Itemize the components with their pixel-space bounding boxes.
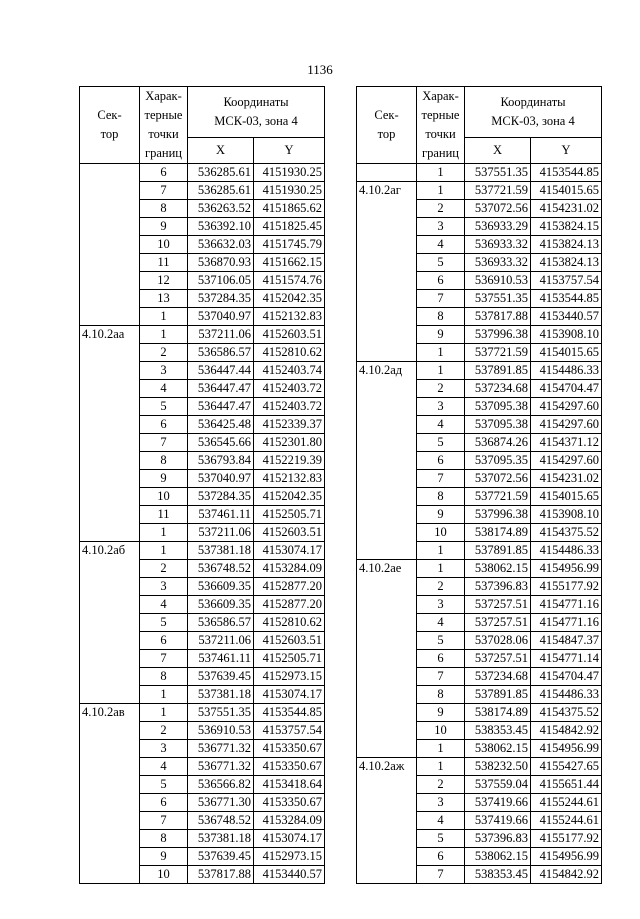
coordinate-y-cell: 4153284.09 [254,560,325,578]
coordinate-x-cell: 536910.53 [188,722,254,740]
point-number-cell: 7 [417,866,465,884]
point-number-cell: 4 [140,758,188,776]
sector-cell: 4.10.2ае [357,560,417,758]
point-number-cell: 8 [140,668,188,686]
point-number-cell: 4 [417,812,465,830]
coordinate-x-cell: 537095.38 [465,416,531,434]
point-number-cell: 10 [417,722,465,740]
coordinate-x-cell: 537234.68 [465,668,531,686]
header-y: Y [531,137,602,163]
coordinate-y-cell: 4154015.65 [531,344,602,362]
coordinate-x-cell: 537721.59 [465,488,531,506]
coordinate-y-cell: 4153908.10 [531,506,602,524]
coordinate-x-cell: 536910.53 [465,272,531,290]
sector-cell: 4.10.2ад [357,362,417,560]
point-number-cell: 2 [417,578,465,596]
coordinate-x-cell: 538353.45 [465,866,531,884]
coordinate-x-cell: 536566.82 [188,776,254,794]
point-number-cell: 7 [417,668,465,686]
table-row [357,164,602,182]
coordinate-y-cell: 4154771.14 [531,650,602,668]
sector-cell [80,164,140,326]
coordinate-x-cell: 537996.38 [465,506,531,524]
coordinate-y-cell: 4152403.74 [254,362,325,380]
coordinate-y-cell: 4152603.51 [254,524,325,542]
coordinate-y-cell: 4152301.80 [254,434,325,452]
coordinate-y-cell: 4152403.72 [254,380,325,398]
coordinate-x-cell: 536545.66 [188,434,254,452]
point-number-cell: 2 [140,344,188,362]
sector-cell: 4.10.2аг [357,182,417,362]
point-number-cell: 8 [417,488,465,506]
table-row [80,326,325,344]
point-number-cell: 1 [140,686,188,704]
coordinate-x-cell: 537072.56 [465,470,531,488]
point-number-cell: 3 [417,218,465,236]
coordinate-y-cell: 4151930.25 [254,182,325,200]
coordinate-y-cell: 4152219.39 [254,452,325,470]
coordinate-y-cell: 4152339.37 [254,416,325,434]
point-number-cell: 9 [417,326,465,344]
coordinate-x-cell: 537040.97 [188,470,254,488]
coordinate-x-cell: 537891.85 [465,362,531,380]
point-number-cell: 6 [140,632,188,650]
coordinate-y-cell: 4153074.17 [254,686,325,704]
coordinate-y-cell: 4155427.65 [531,758,602,776]
point-number-cell: 2 [140,722,188,740]
point-number-cell: 7 [140,650,188,668]
coordinate-y-cell: 4153544.85 [531,164,602,182]
coordinate-y-cell: 4154486.33 [531,362,602,380]
coordinate-y-cell: 4153418.64 [254,776,325,794]
point-number-cell: 11 [140,254,188,272]
coordinate-x-cell: 537072.56 [465,200,531,218]
coordinate-y-cell: 4151745.79 [254,236,325,254]
sector-cell: 4.10.2аа [80,326,140,542]
point-number-cell: 2 [417,776,465,794]
coordinate-x-cell: 537257.51 [465,596,531,614]
point-number-cell: 6 [140,164,188,182]
point-number-cell: 10 [417,524,465,542]
coordinate-y-cell: 4154297.60 [531,416,602,434]
coordinate-x-cell: 536632.03 [188,236,254,254]
point-number-cell: 1 [140,308,188,326]
table-row [357,362,602,380]
coordinate-y-cell: 4153908.10 [531,326,602,344]
coordinate-y-cell: 4154297.60 [531,452,602,470]
coordinate-x-cell: 537028.06 [465,632,531,650]
point-number-cell: 10 [140,236,188,254]
header-sector: Сек- тор [80,87,140,164]
coordinate-y-cell: 4155177.92 [531,578,602,596]
point-number-cell: 6 [417,650,465,668]
coordinate-y-cell: 4152603.51 [254,632,325,650]
point-number-cell: 12 [140,272,188,290]
table-row [357,758,602,776]
coordinate-x-cell: 536285.61 [188,182,254,200]
coordinate-x-cell: 537891.85 [465,542,531,560]
header-coordinates: Координаты МСК-03, зона 4 [188,87,325,138]
coordinate-x-cell: 537551.35 [465,164,531,182]
coordinate-y-cell: 4153757.54 [531,272,602,290]
point-number-cell: 1 [417,344,465,362]
table-row [357,182,602,200]
coordinate-y-cell: 4153544.85 [254,704,325,722]
coordinate-y-cell: 4154771.16 [531,596,602,614]
point-number-cell: 1 [140,542,188,560]
point-number-cell: 13 [140,290,188,308]
table-body [80,164,325,884]
coordinate-y-cell: 4155244.61 [531,812,602,830]
point-number-cell: 3 [140,740,188,758]
coordinate-x-cell: 537381.18 [188,542,254,560]
coordinate-x-cell: 537891.85 [465,686,531,704]
coordinate-x-cell: 536425.48 [188,416,254,434]
coordinate-x-cell: 537639.45 [188,668,254,686]
coordinate-y-cell: 4153350.67 [254,758,325,776]
coordinate-x-cell: 536586.57 [188,344,254,362]
page-number: 1136 [307,62,333,77]
point-number-cell: 5 [417,434,465,452]
header-points: Харак- терные точки границ [417,87,465,164]
coordinate-y-cell: 4153350.67 [254,740,325,758]
point-number-cell: 3 [417,398,465,416]
coordinate-x-cell: 538353.45 [465,722,531,740]
point-number-cell: 2 [417,200,465,218]
coordinate-x-cell: 537551.35 [465,290,531,308]
coordinate-y-cell: 4154371.12 [531,434,602,452]
coordinate-x-cell: 537095.38 [465,398,531,416]
coordinate-y-cell: 4152810.62 [254,344,325,362]
point-number-cell: 4 [140,596,188,614]
coordinate-x-cell: 537381.18 [188,686,254,704]
coordinate-y-cell: 4153074.17 [254,542,325,560]
coordinate-y-cell: 4153440.57 [531,308,602,326]
coordinate-y-cell: 4154956.99 [531,560,602,578]
coordinate-y-cell: 4152132.83 [254,308,325,326]
point-number-cell: 1 [140,704,188,722]
coordinate-y-cell: 4154842.92 [531,866,602,884]
coordinate-x-cell: 537639.45 [188,848,254,866]
coordinate-y-cell: 4153757.54 [254,722,325,740]
coordinate-y-cell: 4154704.47 [531,668,602,686]
point-number-cell: 3 [140,362,188,380]
point-number-cell: 3 [417,596,465,614]
point-number-cell: 6 [417,452,465,470]
coordinate-y-cell: 4155177.92 [531,830,602,848]
coordinate-x-cell: 538062.15 [465,560,531,578]
point-number-cell: 9 [417,506,465,524]
point-number-cell: 7 [140,434,188,452]
point-number-cell: 4 [417,416,465,434]
coordinate-y-cell: 4154375.52 [531,524,602,542]
coordinate-y-cell: 4154847.37 [531,632,602,650]
point-number-cell: 4 [417,236,465,254]
coordinate-x-cell: 536609.35 [188,578,254,596]
coordinate-x-cell: 537106.05 [188,272,254,290]
coordinate-x-cell: 538174.89 [465,704,531,722]
point-number-cell: 9 [417,704,465,722]
coordinate-x-cell: 537396.83 [465,578,531,596]
coordinate-y-cell: 4152505.71 [254,650,325,668]
point-number-cell: 8 [140,200,188,218]
point-number-cell: 1 [417,740,465,758]
coordinate-x-cell: 537396.83 [465,830,531,848]
coordinate-y-cell: 4155244.61 [531,794,602,812]
point-number-cell: 9 [140,848,188,866]
point-number-cell: 8 [417,686,465,704]
point-number-cell: 1 [417,758,465,776]
point-number-cell: 7 [417,290,465,308]
sector-cell: 4.10.2ав [80,704,140,884]
coordinate-x-cell: 537817.88 [188,866,254,884]
coordinate-x-cell: 537817.88 [465,308,531,326]
point-number-cell: 5 [417,254,465,272]
coordinate-x-cell: 537234.68 [465,380,531,398]
header-coordinates: Координаты МСК-03, зона 4 [465,87,602,138]
header-y: Y [254,137,325,163]
coordinate-y-cell: 4152042.35 [254,488,325,506]
point-number-cell: 7 [417,470,465,488]
coordinate-y-cell: 4152877.20 [254,596,325,614]
coordinate-y-cell: 4154486.33 [531,686,602,704]
coordinate-x-cell: 537419.66 [465,812,531,830]
table-row [80,704,325,722]
coordinates-table-left [79,86,325,884]
coordinate-y-cell: 4152810.62 [254,614,325,632]
point-number-cell: 7 [140,812,188,830]
coordinate-x-cell: 538062.15 [465,848,531,866]
point-number-cell: 8 [140,830,188,848]
coordinate-x-cell: 536870.93 [188,254,254,272]
point-number-cell: 8 [140,452,188,470]
coordinate-y-cell: 4154297.60 [531,398,602,416]
coordinate-y-cell: 4151865.62 [254,200,325,218]
coordinate-x-cell: 536447.44 [188,362,254,380]
coordinate-y-cell: 4152403.72 [254,398,325,416]
point-number-cell: 6 [140,794,188,812]
point-number-cell: 5 [417,830,465,848]
coordinate-x-cell: 536748.52 [188,812,254,830]
point-number-cell: 6 [417,272,465,290]
point-number-cell: 2 [140,560,188,578]
coordinate-y-cell: 4154231.02 [531,200,602,218]
point-number-cell: 1 [140,524,188,542]
coordinate-x-cell: 536392.10 [188,218,254,236]
coordinate-y-cell: 4152973.15 [254,848,325,866]
coordinate-x-cell: 537559.04 [465,776,531,794]
coordinate-y-cell: 4152973.15 [254,668,325,686]
point-number-cell: 8 [417,308,465,326]
coordinate-y-cell: 4154956.99 [531,740,602,758]
coordinate-x-cell: 536748.52 [188,560,254,578]
coordinate-x-cell: 537211.06 [188,524,254,542]
coordinate-x-cell: 537211.06 [188,326,254,344]
coordinate-x-cell: 536933.32 [465,236,531,254]
coordinate-y-cell: 4154956.99 [531,848,602,866]
coordinate-y-cell: 4154015.65 [531,488,602,506]
coordinate-y-cell: 4153074.17 [254,830,325,848]
coordinate-y-cell: 4153824.15 [531,218,602,236]
coordinate-x-cell: 537551.35 [188,704,254,722]
coordinate-y-cell: 4152603.51 [254,326,325,344]
sector-cell: 4.10.2аж [357,758,417,884]
coordinate-x-cell: 537257.51 [465,614,531,632]
sector-cell [357,164,417,182]
point-number-cell: 7 [140,182,188,200]
coordinate-x-cell: 536933.32 [465,254,531,272]
coordinate-y-cell: 4151930.25 [254,164,325,182]
coordinate-y-cell: 4154375.52 [531,704,602,722]
coordinate-x-cell: 537211.06 [188,632,254,650]
coordinate-x-cell: 536586.57 [188,614,254,632]
coordinate-x-cell: 536933.29 [465,218,531,236]
coordinate-y-cell: 4152505.71 [254,506,325,524]
coordinate-x-cell: 536263.52 [188,200,254,218]
coordinate-x-cell: 537257.51 [465,650,531,668]
coordinate-y-cell: 4153824.13 [531,254,602,272]
coordinates-table-right [356,86,602,884]
coordinate-x-cell: 537040.97 [188,308,254,326]
point-number-cell: 5 [140,398,188,416]
point-number-cell: 4 [417,614,465,632]
coordinate-x-cell: 536771.30 [188,794,254,812]
coordinate-y-cell: 4153440.57 [254,866,325,884]
point-number-cell: 1 [417,182,465,200]
point-number-cell: 6 [417,848,465,866]
header-points: Харак- терные точки границ [140,87,188,164]
coordinate-y-cell: 4153350.67 [254,794,325,812]
point-number-cell: 5 [140,614,188,632]
coordinate-y-cell: 4154231.02 [531,470,602,488]
coordinate-x-cell: 537381.18 [188,830,254,848]
point-number-cell: 2 [417,380,465,398]
coordinate-y-cell: 4154015.65 [531,182,602,200]
table-body [357,164,602,884]
point-number-cell: 6 [140,416,188,434]
coordinate-x-cell: 536793.84 [188,452,254,470]
point-number-cell: 3 [417,794,465,812]
point-number-cell: 5 [140,776,188,794]
coordinate-x-cell: 537461.11 [188,506,254,524]
coordinate-x-cell: 538062.15 [465,740,531,758]
coordinate-x-cell: 536447.47 [188,380,254,398]
header-sector: Сек- тор [357,87,417,164]
point-number-cell: 1 [417,362,465,380]
point-number-cell: 10 [140,488,188,506]
coordinate-x-cell: 537284.35 [188,488,254,506]
table-row [357,560,602,578]
coordinate-x-cell: 536285.61 [188,164,254,182]
coordinate-x-cell: 537996.38 [465,326,531,344]
coordinate-y-cell: 4153284.09 [254,812,325,830]
coordinate-x-cell: 536874.26 [465,434,531,452]
coordinate-y-cell: 4153824.13 [531,236,602,254]
coordinate-y-cell: 4152877.20 [254,578,325,596]
coordinate-y-cell: 4154771.16 [531,614,602,632]
coordinate-y-cell: 4154842.92 [531,722,602,740]
coordinate-y-cell: 4151574.76 [254,272,325,290]
point-number-cell: 1 [417,164,465,182]
coordinate-x-cell: 537721.59 [465,182,531,200]
point-number-cell: 11 [140,506,188,524]
coordinate-y-cell: 4151662.15 [254,254,325,272]
header-x: X [188,137,254,163]
coordinate-x-cell: 536771.32 [188,740,254,758]
coordinate-x-cell: 536609.35 [188,596,254,614]
point-number-cell: 1 [417,542,465,560]
coordinate-x-cell: 537419.66 [465,794,531,812]
coordinate-x-cell: 536447.47 [188,398,254,416]
coordinate-x-cell: 538174.89 [465,524,531,542]
point-number-cell: 4 [140,380,188,398]
coordinate-y-cell: 4151825.45 [254,218,325,236]
sector-cell: 4.10.2аб [80,542,140,704]
coordinate-y-cell: 4152042.35 [254,290,325,308]
table-row [80,164,325,182]
point-number-cell: 3 [140,578,188,596]
coordinate-y-cell: 4155651.44 [531,776,602,794]
coordinate-x-cell: 537461.11 [188,650,254,668]
coordinate-x-cell: 536771.32 [188,758,254,776]
point-number-cell: 9 [140,218,188,236]
coordinate-y-cell: 4152132.83 [254,470,325,488]
table-row [80,542,325,560]
point-number-cell: 10 [140,866,188,884]
point-number-cell: 1 [140,326,188,344]
coordinate-y-cell: 4154704.47 [531,380,602,398]
point-number-cell: 9 [140,470,188,488]
coordinate-x-cell: 537721.59 [465,344,531,362]
header-x: X [465,137,531,163]
coordinate-y-cell: 4154486.33 [531,542,602,560]
coordinate-x-cell: 538232.50 [465,758,531,776]
coordinate-x-cell: 537095.35 [465,452,531,470]
coordinate-y-cell: 4153544.85 [531,290,602,308]
point-number-cell: 1 [417,560,465,578]
point-number-cell: 5 [417,632,465,650]
coordinate-x-cell: 537284.35 [188,290,254,308]
